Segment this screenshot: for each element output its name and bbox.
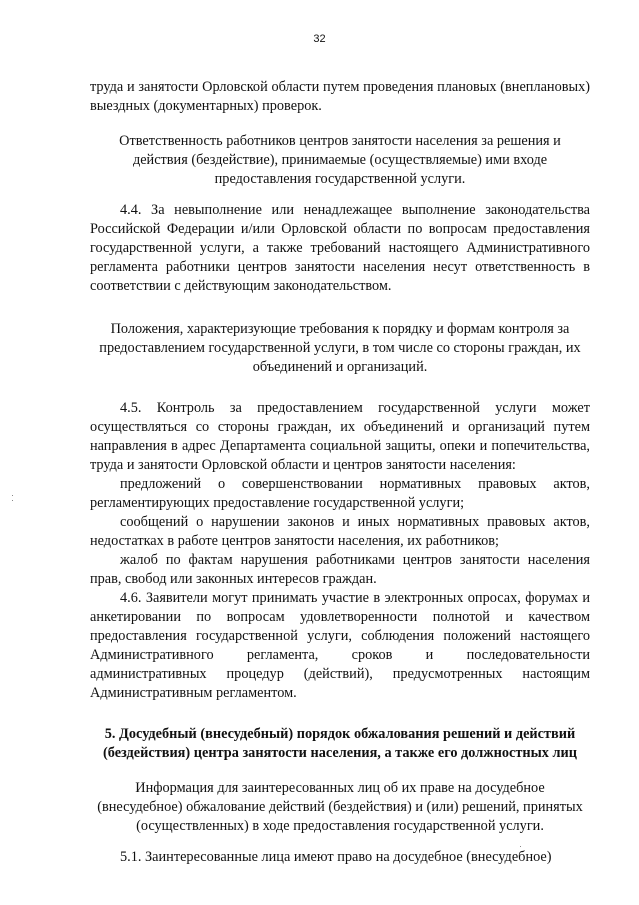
paragraph-continuation: труда и занятости Орловской области путем проведения плановых (внеплановых) выездных (документарных) проверок. [90, 79, 590, 114]
page-number: 32 [313, 33, 326, 45]
subheading-responsibility: Ответственность работников центров занятости населения за решения и действия (бездействие), принимаемые (осуществляемые) ими входе предоставления государственной услуги. [119, 133, 561, 187]
subheading-control-requirements: Положения, характеризующие требования к порядку и формам контроля за предоставлением государственной услуги, в том числе со стороны граждан, их объединений и организаций. [99, 321, 581, 375]
list-item-proposals: предложений о совершенствовании нормативных правовых актов, регламентирующих предоставление государственной услуги; [90, 476, 590, 511]
paragraph-4-4: 4.4. За невыполнение или ненадлежащее выполнение законодательства Российской Федерации и/или Орловской области по вопросам предоставления государственной услуги, а также требований настоящего Административного регламента работники центров занятости населения несут ответственность в соответствии с действующим законодательством. [90, 202, 590, 294]
paragraph-4-6: 4.6. Заявители могут принимать участие в электронных опросах, форумах и анкетировании по вопросам удовлетворенности полнотой и качеством предоставления государственной услуги, соблюдения положений настоящего Административного регламента, сроков и последовательности административных процедур (действий), предусмотренных настоящим Административным регламентом. [90, 590, 590, 701]
scan-speck [520, 846, 521, 847]
list-item-reports: сообщений о нарушении законов и иных нормативных правовых актов, недостатках в работе центров занятости населения, их работников; [90, 514, 590, 549]
subheading-appeal-information: Информация для заинтересованных лиц об их праве на досудебное (внесудебное) обжалование действий (бездействия) и (или) решений, принятых (осуществленных) в ходе предоставления государственной услуги. [97, 780, 583, 834]
document-body [90, 78, 590, 867]
scan-speck [12, 500, 13, 501]
scan-speck [12, 495, 13, 496]
section-5-title: 5. Досудебный (внесудебный) порядок обжалования решений и действий (бездействия) центра занятости населения, а также его должностных лиц [102, 726, 578, 761]
paragraph-5-1: 5.1. Заинтересованные лица имеют право на досудебное (внесудебное) [120, 849, 552, 865]
paragraph-4-5: 4.5. Контроль за предоставлением государственной услуги может осуществляться со стороны граждан, их объединений и организаций путем направления в адрес Департамента социальной защиты, опеки и попечительства, труда и занятости Орловской области и центров занятости населения: [90, 400, 590, 473]
list-item-complaints: жалоб по фактам нарушения работниками центров занятости населения прав, свобод или законных интересов граждан. [90, 552, 590, 587]
